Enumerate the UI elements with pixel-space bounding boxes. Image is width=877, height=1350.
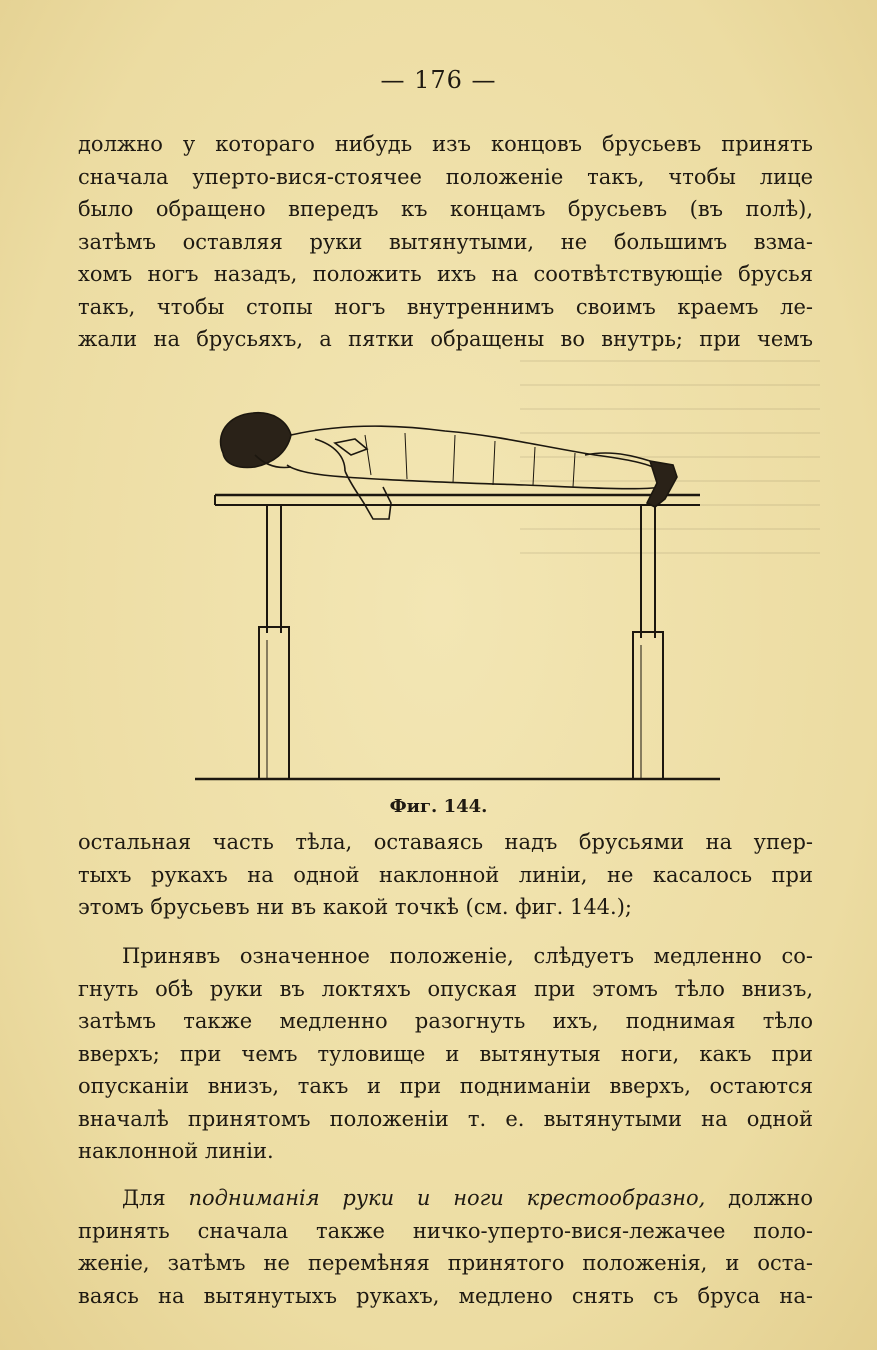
text-line [78, 1182, 813, 1215]
text-line: наклонной линiи. [78, 1139, 274, 1163]
text-line: вначалѣ принятомъ положенiи т. е. вытянутыми на одной [78, 1106, 813, 1131]
text-line: затѣмъ оставляя руки вытянутыми, не большимъ взма- [78, 229, 813, 254]
text-line: было обращено впередъ къ концамъ брусьевъ (въ полѣ), [78, 197, 813, 221]
text-line: такъ, чтобы стопы ногъ внутреннимъ своимъ краемъ ле- [78, 294, 813, 319]
page-number: — 176 — [380, 66, 497, 94]
text-line: должно у котораго нибудь изъ концовъ брусьевъ принять [78, 132, 813, 156]
text-line: ваясь на вытянутыхъ рукахъ, медлено снять съ бруса на- [78, 1283, 813, 1308]
text-line: Принявъ означенное положенiе, слѣдуетъ медленно со- [122, 944, 813, 968]
text-line: принять сначала также ничко-уперто-вися-лежачее поло- [78, 1218, 813, 1243]
text-line: гнуть обѣ руки въ локтяхъ опуская при этомъ тѣло внизъ, [78, 976, 813, 1001]
text-run: должно [705, 1186, 813, 1210]
text-line: опусканiи внизъ, такъ и при подниманiи вверхъ, остаются [78, 1074, 813, 1098]
italic-phrase: подниманiя руки и ноги крестообразно, [188, 1186, 706, 1210]
text-line: женiе, затѣмъ не перемѣняя принятого положенiя, и оста- [78, 1251, 813, 1275]
text-run: Для [122, 1186, 189, 1210]
paragraph-2 [78, 826, 813, 924]
text-line: остальная часть тѣла, оставаясь надъ брусьями на упер- [78, 830, 813, 854]
text-line: затѣмъ также медленно разогнуть ихъ, поднимая тѣло [78, 1009, 813, 1033]
figure-caption: Фиг. 144. [389, 796, 488, 817]
paragraph-3 [78, 940, 813, 1168]
figure-144-illustration [195, 395, 735, 795]
paragraph-1 [78, 128, 813, 356]
paragraph-4 [78, 1182, 813, 1312]
text-line: вверхъ; при чемъ туловище и вытянутыя ноги, какъ при [78, 1041, 813, 1066]
text-line: сначала уперто-вися-стоячее положенiе такъ, чтобы лице [78, 164, 813, 189]
text-line: тыхъ рукахъ на одной наклонной линiи, не касалось при [78, 862, 813, 887]
text-line: этомъ брусьевъ ни въ какой точкѣ (см. фиг. 144.); [78, 895, 632, 919]
text-line: жали на брусьяхъ, а пятки обращены во внутрь; при чемъ [78, 327, 813, 351]
text-line: хомъ ногъ назадъ, положить ихъ на соотвѣтствующiе брусья [78, 262, 813, 286]
